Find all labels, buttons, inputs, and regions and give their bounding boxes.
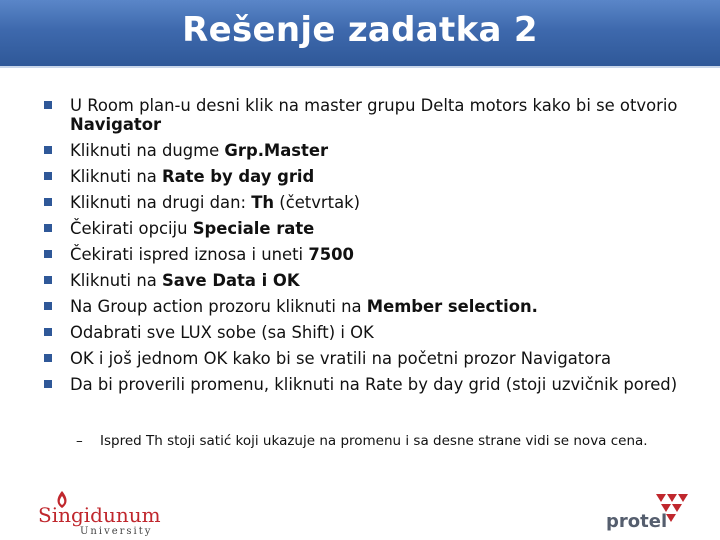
square-bullet-icon bbox=[44, 328, 52, 336]
bullet-item: Čekirati opciju Speciale rate bbox=[40, 219, 700, 238]
bullet-item: Kliknuti na dugme Grp.Master bbox=[40, 141, 700, 160]
sub-bullet bbox=[76, 433, 660, 450]
bullet-item: Kliknuti na Save Data i OK bbox=[40, 271, 700, 290]
bullet-item: OK i još jednom OK kako bi se vratili na početni prozor Navigatora bbox=[40, 349, 700, 368]
bullet-item: Da bi proverili promenu, kliknuti na Rate by day grid (stoji uzvičnik pored) bbox=[40, 375, 700, 394]
square-bullet-icon bbox=[44, 250, 52, 258]
square-bullet-icon bbox=[44, 172, 52, 180]
title-bar bbox=[0, 0, 720, 68]
bullet-list bbox=[40, 96, 700, 401]
square-bullet-icon bbox=[44, 101, 52, 109]
square-bullet-icon bbox=[44, 354, 52, 362]
bullet-item: Kliknuti na Rate by day grid bbox=[40, 167, 700, 186]
slide-title: Rešenje zadatka 2 bbox=[182, 10, 538, 50]
bullet-item: U Room plan-u desni klik na master grupu Delta motors kako bi se otvorio Navigator bbox=[40, 96, 700, 134]
logo-left-subtitle: University bbox=[80, 526, 153, 536]
bullet-item: Odabrati sve LUX sobe (sa Shift) i OK bbox=[40, 323, 700, 342]
protel-logo bbox=[600, 494, 700, 534]
logo-right-name: protel bbox=[606, 511, 668, 532]
bullet-item: Čekirati ispred iznosa i uneti 7500 bbox=[40, 245, 700, 264]
square-bullet-icon bbox=[44, 276, 52, 284]
bullet-item: Na Group action prozoru kliknuti na Member selection. bbox=[40, 297, 700, 316]
dash-bullet: – bbox=[76, 433, 83, 449]
square-bullet-icon bbox=[44, 380, 52, 388]
square-bullet-icon bbox=[44, 224, 52, 232]
sub-bullet-text: Ispred Th stoji satić koji ukazuje na promenu i sa desne strane vidi se nova cena. bbox=[100, 433, 648, 449]
square-bullet-icon bbox=[44, 302, 52, 310]
bullet-item: Kliknuti na drugi dan: Th (četvrtak) bbox=[40, 193, 700, 212]
square-bullet-icon bbox=[44, 146, 52, 154]
singidunum-logo bbox=[34, 488, 184, 536]
logo-left-name: Singidunum bbox=[38, 503, 161, 527]
square-bullet-icon bbox=[44, 198, 52, 206]
